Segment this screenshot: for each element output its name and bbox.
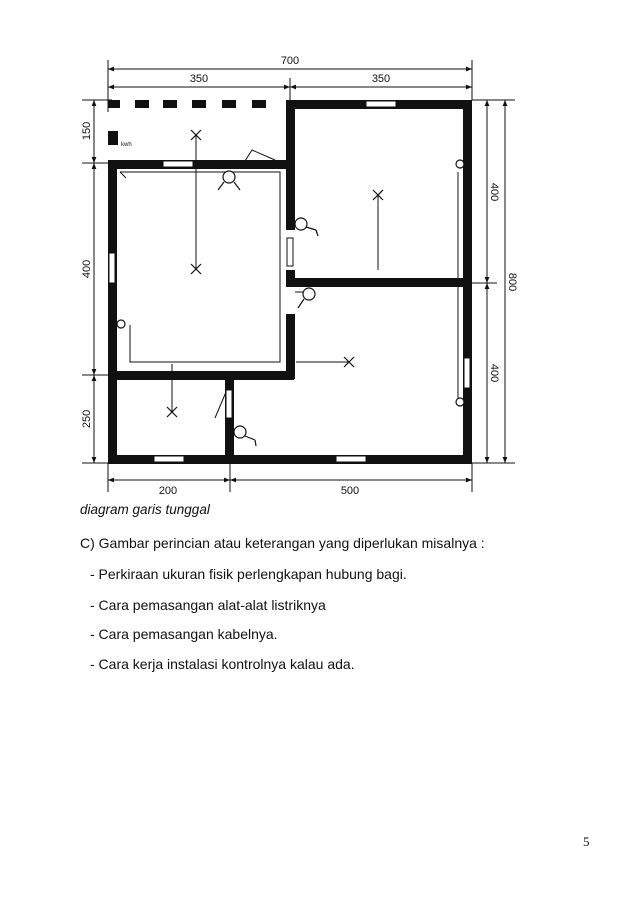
dim-top-total: 700: [280, 55, 300, 67]
dim-top-left: 350: [189, 73, 209, 85]
dim-bottom-left: 200: [158, 485, 178, 497]
switch-icon: [295, 218, 318, 236]
walls: [108, 100, 472, 464]
dimension-labels: [81, 55, 518, 497]
outlet-icon: [456, 160, 464, 168]
outlet-icon: [456, 398, 464, 406]
dim-right-upper: 400: [488, 182, 500, 202]
section-heading: C) Gambar perincian atau keterangan yang diperlukan misalnya :: [80, 535, 485, 551]
kwh-label: kwh: [121, 142, 132, 148]
list-item: - Cara pemasangan alat-alat listriknya: [90, 597, 326, 613]
diagram-caption: diagram garis tunggal: [80, 502, 210, 517]
list-item: - Cara pemasangan kabelnya.: [90, 626, 278, 642]
switch-icon: [298, 288, 315, 308]
page-number: 5: [583, 834, 590, 849]
dim-left-top: 150: [81, 121, 93, 141]
dimension-lines: [82, 60, 515, 492]
switch-icon: [234, 426, 256, 446]
dim-left-bottom: 250: [81, 409, 93, 429]
dim-left-middle: 400: [81, 259, 93, 279]
dim-right-lower: 400: [488, 363, 500, 383]
list-item: - Cara kerja instalasi kontrolnya kalau ada.: [90, 656, 355, 672]
dim-right-total: 800: [506, 272, 518, 292]
dim-top-right: 350: [371, 73, 391, 85]
list-item: - Perkiraan ukuran fisik perlengkapan hubung bagi.: [90, 566, 407, 582]
outlet-icon: [117, 320, 125, 328]
dim-bottom-right: 500: [340, 485, 360, 497]
switch-icon: [218, 171, 240, 190]
